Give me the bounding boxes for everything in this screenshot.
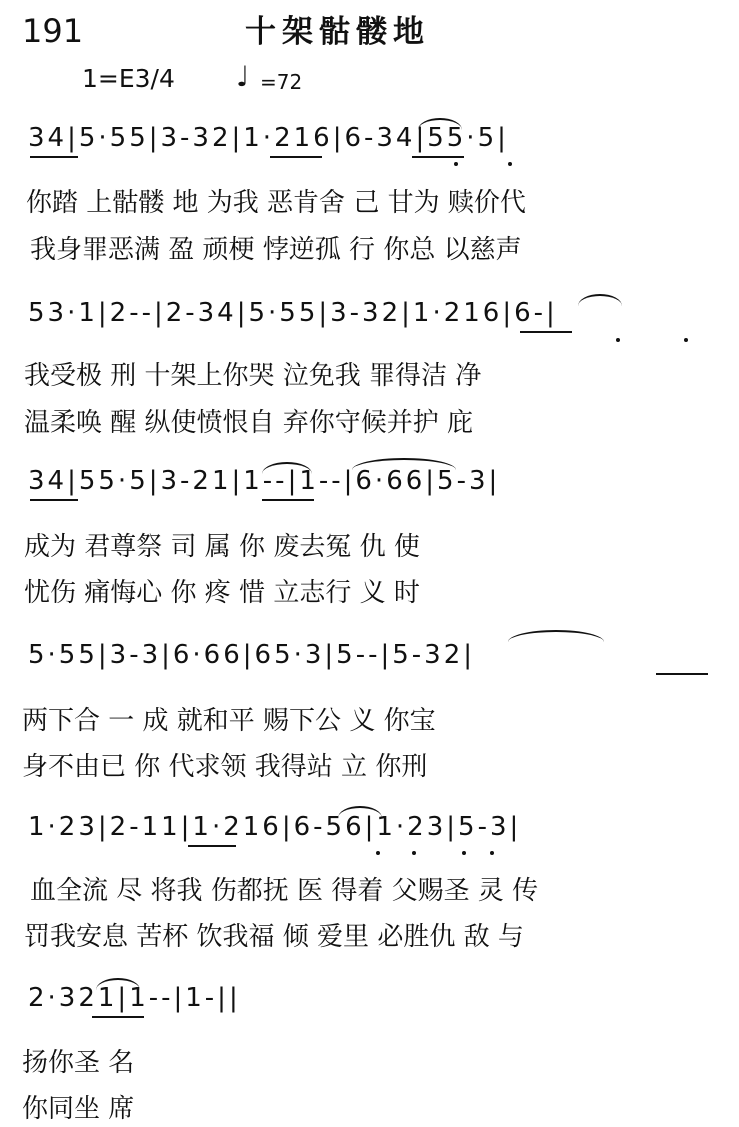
octave-dot (508, 162, 512, 166)
duration-underline (188, 845, 236, 847)
lyric-line-verse-1: 血全流 尽 将我 伤都抚 医 得着 父赐圣 灵 传 (30, 876, 539, 906)
notation-line: 2·321|1--|1-|| (28, 983, 241, 1013)
key-signature: 1=E3/4 (82, 64, 175, 93)
duration-underline (270, 156, 322, 158)
slur-arc (578, 294, 622, 306)
duration-underline (30, 156, 78, 158)
notation-line: 34|5·55|3-32|1·216|6-34|55·5| (28, 123, 509, 153)
slur-arc (262, 462, 312, 474)
slur-arc (508, 630, 604, 642)
slur-arc (418, 118, 462, 130)
duration-underline (262, 499, 314, 501)
octave-dot (490, 851, 494, 855)
hymn-number: 191 (22, 12, 84, 50)
octave-dot (454, 162, 458, 166)
octave-dot (616, 338, 620, 342)
slur-arc (96, 978, 140, 990)
lyric-line-verse-1: 我受极 刑 十架上你哭 泣免我 罪得洁 净 (24, 361, 482, 391)
lyric-line-verse-2: 温柔唤 醒 纵使愤恨自 弃你守候并护 庇 (24, 408, 474, 438)
lyric-line-verse-1: 你踏 上骷髅 地 为我 恶肯舍 己 甘为 赎价代 (26, 188, 526, 218)
octave-dot (462, 851, 466, 855)
notation-line: 53·1|2--|2-34|5·55|3-32|1·216|6-| (28, 298, 558, 328)
duration-underline (656, 673, 708, 675)
quarter-note-icon: ♩ (236, 60, 250, 93)
notation-line: 1·23|2-11|1·216|6-56|1·23|5-3| (28, 812, 522, 842)
duration-underline (412, 156, 464, 158)
octave-dot (376, 851, 380, 855)
lyric-line-verse-1: 成为 君尊祭 司 属 你 废去冤 仇 使 (24, 532, 420, 562)
lyric-line-verse-2: 我身罪恶满 盈 顽梗 悖逆孤 行 你总 以慈声 (30, 235, 522, 265)
notation-line: 34|55·5|3-21|1--|1--|6·66|5-3| (28, 466, 501, 496)
lyric-line-verse-2: 你同坐 席 (22, 1094, 135, 1124)
hymn-title: 十架骷髅地 (245, 14, 430, 50)
lyric-line-verse-1: 扬你圣 名 (22, 1048, 135, 1078)
duration-underline (520, 331, 572, 333)
lyric-line-verse-2: 罚我安息 苦杯 饮我福 倾 爱里 必胜仇 敌 与 (24, 922, 524, 952)
lyric-line-verse-2: 身不由已 你 代求领 我得站 立 你刑 (22, 752, 428, 782)
duration-underline (92, 1016, 144, 1018)
lyric-line-verse-1: 两下合 一 成 就和平 赐下公 义 你宝 (22, 706, 436, 736)
slur-arc (352, 458, 456, 470)
lyric-line-verse-2: 忧伤 痛悔心 你 疼 惜 立志行 义 时 (24, 578, 420, 608)
notation-line: 5·55|3-3|6·66|65·3|5--|5-32| (28, 640, 476, 670)
slur-arc (338, 806, 382, 818)
octave-dot (684, 338, 688, 342)
duration-underline (30, 499, 78, 501)
octave-dot (412, 851, 416, 855)
tempo-value: =72 (260, 70, 303, 94)
